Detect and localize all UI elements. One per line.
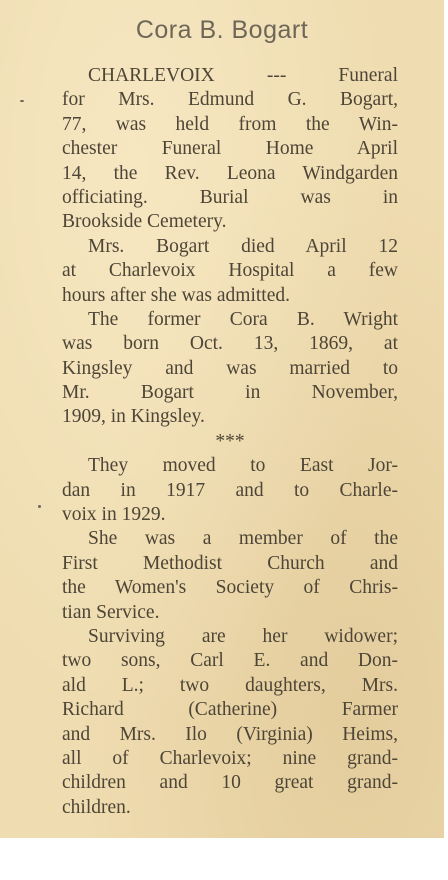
obituary-headline: Cora B. Bogart — [135, 16, 309, 44]
text-line: dan in 1917 and to Charle- — [62, 479, 398, 501]
text-line: 77, was held from the Win- — [62, 113, 398, 135]
text-line: *** — [215, 430, 245, 452]
text-line: all of Charlevoix; nine grand- — [62, 747, 398, 769]
text-line: Brookside Cemetery. — [62, 211, 227, 233]
text-line: for Mrs. Edmund G. Bogart, — [62, 89, 398, 111]
text-line: Mrs. Bogart died April 12 — [88, 235, 398, 257]
text-line: children and 10 great grand- — [62, 772, 398, 794]
text-line: 1909, in Kingsley. — [62, 406, 205, 428]
text-line: hours after she was admitted. — [62, 284, 290, 306]
text-line: Richard (Catherine) Farmer — [62, 699, 398, 721]
obituary-body — [62, 64, 398, 820]
text-line: Mr. Bogart in November, — [62, 382, 398, 404]
text-line: and Mrs. Ilo (Virginia) Heims, — [62, 723, 398, 745]
text-line: voix in 1929. — [62, 504, 166, 526]
print-speck — [38, 505, 41, 508]
text-line: officiating. Burial was in — [62, 186, 398, 208]
text-line: She was a member of the — [88, 528, 398, 550]
text-line: was born Oct. 13, 1869, at — [62, 333, 398, 355]
text-line: the Women's Society of Chris- — [62, 577, 398, 599]
text-line: They moved to East Jor- — [88, 455, 398, 477]
text-line: First Methodist Church and — [62, 552, 398, 574]
text-line: 14, the Rev. Leona Windgarden — [62, 162, 398, 184]
text-line: chester Funeral Home April — [62, 138, 398, 160]
text-line: CHARLEVOIX --- Funeral — [88, 65, 398, 86]
text-line: tian Service. — [62, 601, 160, 623]
text-line: at Charlevoix Hospital a few — [62, 260, 398, 282]
text-line: two sons, Carl E. and Don- — [62, 650, 398, 672]
text-line: ald L.; two daughters, Mrs. — [62, 674, 398, 696]
text-line: Kingsley and was married to — [62, 357, 398, 379]
print-speck — [20, 100, 24, 102]
text-line: Surviving are her widower; — [88, 625, 398, 647]
text-line: The former Cora B. Wright — [88, 308, 398, 330]
text-line: children. — [62, 796, 131, 818]
